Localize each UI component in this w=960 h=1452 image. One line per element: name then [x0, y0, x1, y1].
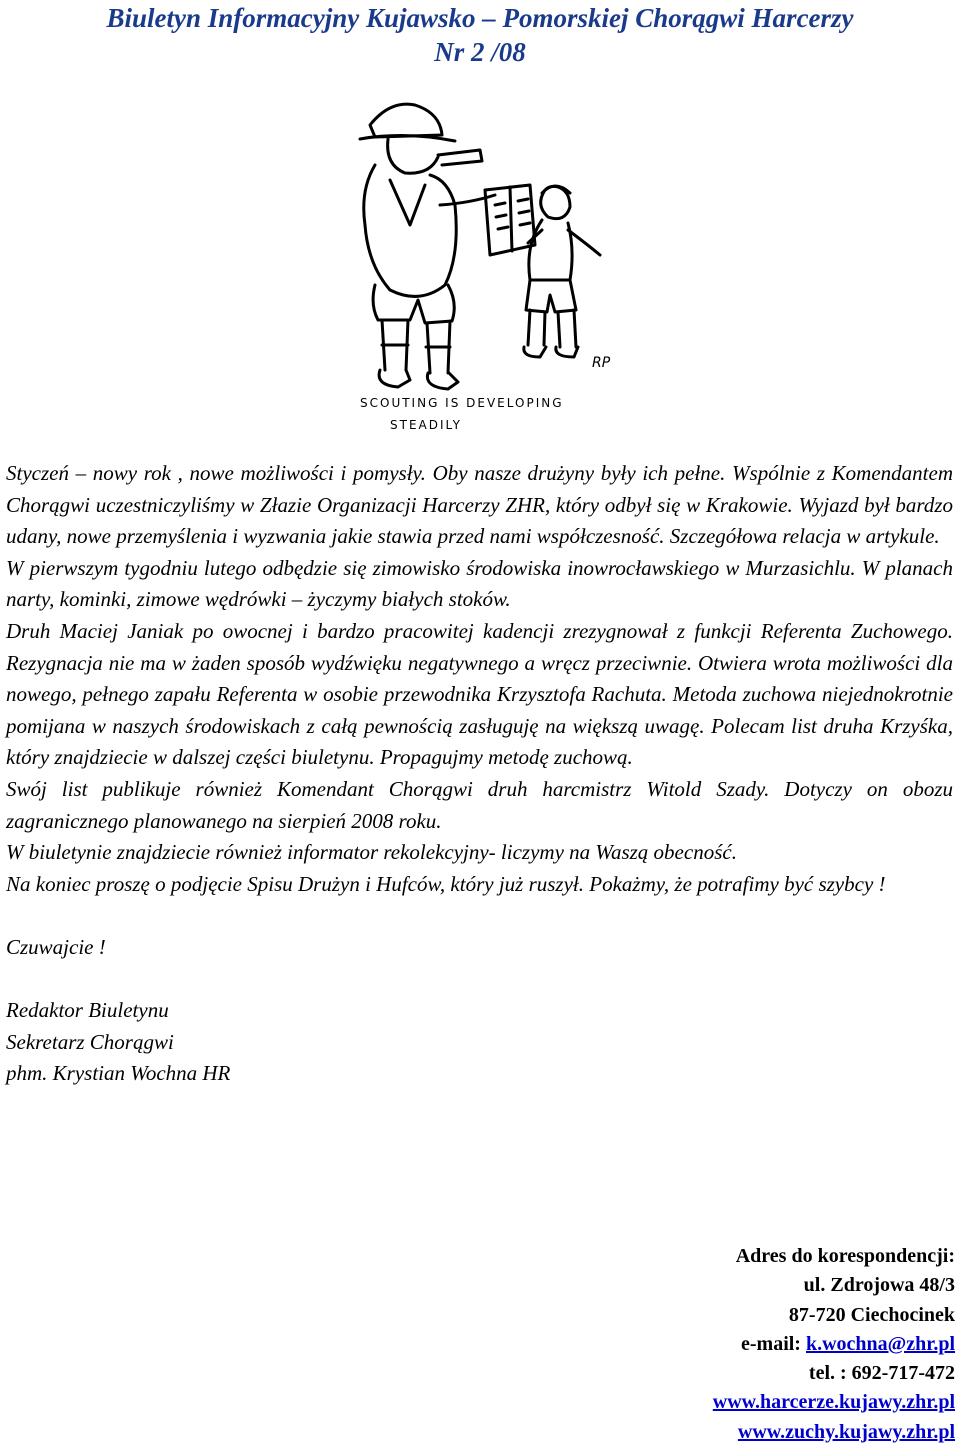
- paragraph-winter-camp: W pierwszym tygodniu lutego odbędzie się zimowisko środowiska inowrocławskiego w Murzasichlu. W planach narty, kominki, zimowe wędrówki – życzymy białych stoków.: [6, 555, 953, 612]
- scout-cartoon-illustration: [330, 95, 630, 440]
- paragraph-census: Na koniec proszę o podjęcie Spisu Drużyn i Hufców, który już ruszył. Pokażmy, że potrafimy być szybcy !: [6, 871, 886, 896]
- contact-phone: tel. : 692-717-472: [808, 1362, 955, 1385]
- signature-role: Redaktor Biuletynu: [6, 998, 169, 1023]
- signature-name: phm. Krystian Wochna HR: [6, 1061, 231, 1086]
- email-link[interactable]: k.wochna@zhr.pl: [805, 1332, 955, 1355]
- email-label: e-mail:: [741, 1332, 806, 1355]
- contact-street: ul. Zdrojowa 48/3: [803, 1274, 955, 1297]
- contact-city: 87-720 Ciechocinek: [788, 1303, 955, 1326]
- signature-position: Sekretarz Chorągwi: [6, 1029, 174, 1054]
- paragraph-referent: Druh Maciej Janiak po owocnej i bardzo pracowitej kadencji zrezygnował z funkcji Referenta Zuchowego. Rezygnacja nie ma w żaden sposób wydźwięku negatywnego a wręcz przeciwnie. Otwiera wrota możliwości dla nowego, pełnego zapału Referenta w osobie przewodnika Krzysztofa Rachuta. Metoda zuchowa niejednokrotnie pomijana w naszych środowiskach z całą pewnością zasługuję na większą uwagę. Polecam list druha Krzyśka, który znajdziecie w dalszej części biuletynu. Propagujmy metodę zuchową.: [6, 618, 953, 770]
- website-zuchy-link[interactable]: www.zuchy.kujawy.zhr.pl: [737, 1420, 955, 1443]
- bulletin-title: Biuletyn Informacyjny Kujawsko – Pomorskiej Chorągwi Harcerzy: [106, 3, 854, 33]
- bulletin-issue-number: Nr 2 /08: [434, 37, 526, 67]
- artist-initials: RP: [592, 355, 611, 371]
- contact-block: [713, 1242, 955, 1447]
- paragraph-retreat: W biuletynie znajdziecie również informator rekolekcyjny- liczymy na Waszą obecność.: [6, 840, 737, 865]
- contact-email-row: [713, 1330, 955, 1359]
- closing-greeting: Czuwajcie !: [6, 934, 106, 959]
- contact-heading: Adres do korespondencji:: [735, 1245, 955, 1267]
- scout-cartoon-icon: [330, 95, 630, 440]
- illustration-caption-line1: SCOUTING IS DEVELOPING: [360, 396, 564, 410]
- illustration-caption-line2: STEADILY: [390, 418, 462, 432]
- bulletin-body: [6, 458, 953, 1090]
- paragraph-commandant-letter: Swój list publikuje również Komendant Chorągwi druh harcmistrz Witold Szady. Dotyczy on obozu zagranicznego planowanego na sierpień 2008 roku.: [6, 776, 953, 833]
- website-harcerze-link[interactable]: www.harcerze.kujawy.zhr.pl: [712, 1391, 955, 1414]
- paragraph-intro: Styczeń – nowy rok , nowe możliwości i pomysły. Oby nasze drużyny były ich pełne. Wspólnie z Komendantem Chorągwi uczestniczyliśmy w Złazie Organizacji Harcerzy ZHR, który odbył się w Krakowie. Wyjazd był bardzo udany, nowe przemyślenia i wyzwania jakie stawia przed nami współczesność. Szczegółowa relacja w artykule.: [6, 461, 953, 549]
